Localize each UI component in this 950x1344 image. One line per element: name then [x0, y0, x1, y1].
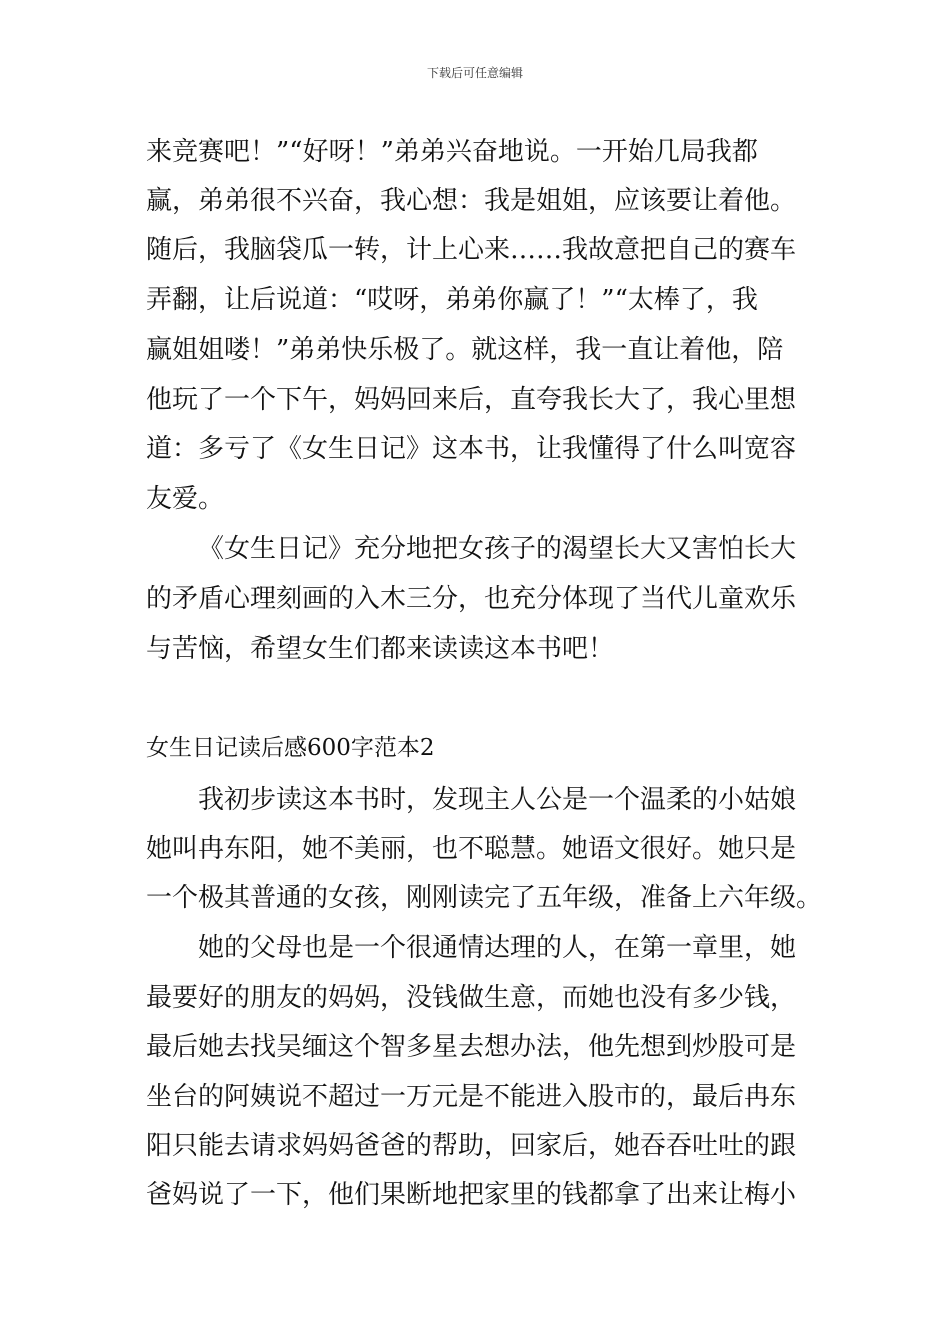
text-line: 爸妈说了一下，他们果断地把家里的钱都拿了出来让梅小: [146, 1180, 797, 1210]
text-line: 最后她去找吴缅这个智多星去想办法，他先想到炒股可是: [146, 1032, 797, 1062]
text-line: 随后，我脑袋瓜一转，计上心来……我故意把自己的赛车: [146, 235, 797, 265]
text-line: 赢姐姐喽！”弟弟快乐极了。就这样，我一直让着他，陪: [146, 335, 784, 365]
text-line: 她的父母也是一个很通情达理的人，在第一章里，她: [198, 933, 797, 963]
text-line: 的矛盾心理刻画的入木三分，也充分体现了当代儿童欢乐: [146, 584, 797, 614]
text-line: 弄翻，让后说道：“哎呀，弟弟你赢了！”“太棒了，我: [146, 285, 758, 315]
text-line: 赢，弟弟很不兴奋，我心想：我是姐姐，应该要让着他。: [146, 186, 797, 216]
text-line: 我初步读这本书时，发现主人公是一个温柔的小姑娘: [198, 785, 797, 815]
text-line: 道：多亏了《女生日记》这本书，让我懂得了什么叫宽容: [146, 434, 797, 464]
section-title: 女生日记读后感600字范本2: [146, 735, 435, 761]
text-line: 友爱。: [146, 484, 225, 514]
text-line: 最要好的朋友的妈妈，没钱做生意，而她也没有多少钱，: [146, 983, 797, 1013]
text-line: 与苦恼，希望女生们都来读读这本书吧！: [146, 634, 615, 664]
text-line: 她叫冉东阳，她不美丽，也不聪慧。她语文很好。她只是: [146, 834, 797, 864]
text-line: 阳只能去请求妈妈爸爸的帮助，回家后，她吞吞吐吐的跟: [146, 1131, 797, 1161]
page-header: 下载后可任意编辑: [426, 66, 523, 80]
text-line: 坐台的阿姨说不超过一万元是不能进入股市的，最后冉东: [146, 1082, 797, 1112]
text-line: 他玩了一个下午，妈妈回来后，直夸我长大了，我心里想: [146, 385, 797, 415]
text-line: 一个极其普通的女孩，刚刚读完了五年级，准备上六年级。: [146, 883, 823, 913]
text-line: 《女生日记》充分地把女孩子的渴望长大又害怕长大: [198, 534, 797, 564]
text-line: 来竞赛吧！”“好呀！”弟弟兴奋地说。一开始几局我都: [146, 137, 758, 167]
